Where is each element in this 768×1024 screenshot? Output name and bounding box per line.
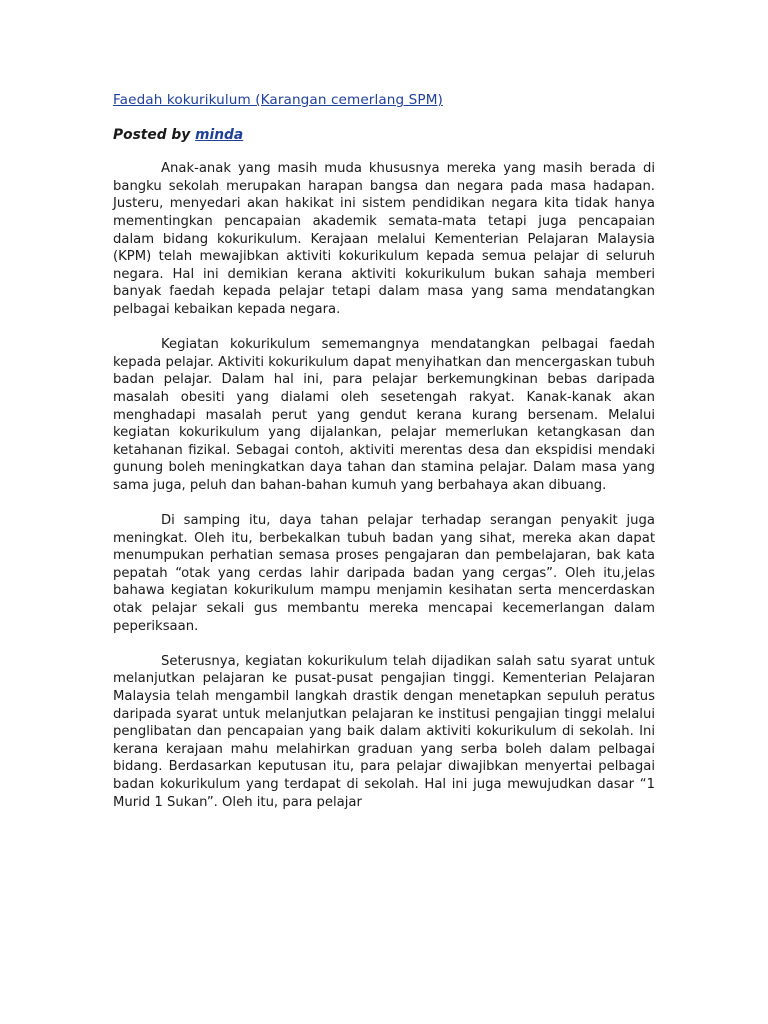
paragraph-2: Kegiatan kokurikulum sememangnya mendatangkan pelbagai faedah kepada pelajar. Aktiviti kokurikulum dapat menyihatkan dan mencergaskan tubuh badan pelajar. Dalam hal ini, para pelajar berkemungkinan bebas daripada masalah obesiti yang dialami oleh sesetengah rakyat. Kanak-kanak akan menghadapi masalah perut yang gendut kerana kurang bersenam. Melalui kegiatan kokurikulum yang dijalankan, pelajar memerlukan ketangkasan dan ketahanan fizikal. Sebagai contoh, aktiviti merentas desa dan ekspidisi mendaki gunung boleh meningkatkan daya tahan dan stamina pelajar. Dalam masa yang sama juga, peluh dan bahan-bahan kumuh yang berbahaya akan dibuang. [113,337,655,493]
posted-by-line [113,127,655,145]
paragraph-3: Di samping itu, daya tahan pelajar terhadap serangan penyakit juga meningkat. Oleh itu, berbekalkan tubuh badan yang sihat, mereka akan dapat menumpukan perhatian semasa proses pengajaran dan pembelajaran, bak kata pepatah “otak yang cerdas lahir daripada badan yang cergas”. Oleh itu,jelas bahawa kegiatan kokurikulum mampu menjamin kesihatan serta mencerdaskan otak pelajar sekali gus membantu mereka mencapai kecemerlangan dalam peperiksaan. [113,513,655,634]
document-page [113,92,655,829]
paragraph-4: Seterusnya, kegiatan kokurikulum telah dijadikan salah satu syarat untuk melanjutkan pelajaran ke pusat-pusat pengajian tinggi. Kementerian Pelajaran Malaysia telah mengambil langkah drastik dengan menetapkan sepuluh peratus daripada syarat untuk melanjutkan pelajaran ke institusi pengajian tinggi melalui penglibatan dan pencapaian yang baik dalam aktiviti kokurikulum di sekolah. Ini kerana kerajaan mahu melahirkan graduan yang serba boleh dalam pelbagai bidang. Berdasarkan keputusan itu, para pelajar diwajibkan menyertai pelbagai badan kokurikulum yang terdapat di sekolah. Hal ini juga mewujudkan dasar “1 Murid 1 Sukan”. Oleh itu, para pelajar [113,653,655,810]
author-link[interactable]: minda [195,126,244,143]
posted-by-label: Posted by [113,126,196,143]
paragraph-1: Anak-anak yang masih muda khususnya mereka yang masih berada di bangku sekolah merupakan harapan bangsa dan negara pada masa hadapan. Justeru, menyedari akan hakikat ini sistem pendidikan negara kita tidak hanya mementingkan pencapaian akademik semata-mata tetapi juga pencapaian dalam bidang kokurikulum. Kerajaan melalui Kementerian Pelajaran Malaysia (KPM) telah mewajibkan aktiviti kokurikulum kepada semua pelajar di seluruh negara. Hal ini demikian kerana aktiviti kokurikulum bukan sahaja memberi banyak faedah kepada pelajar tetapi dalam masa yang sama mendatangkan pelbagai kebaikan kepada negara. [113,161,655,317]
article-title-link[interactable]: Faedah kokurikulum (Karangan cemerlang SPM) [113,92,443,108]
